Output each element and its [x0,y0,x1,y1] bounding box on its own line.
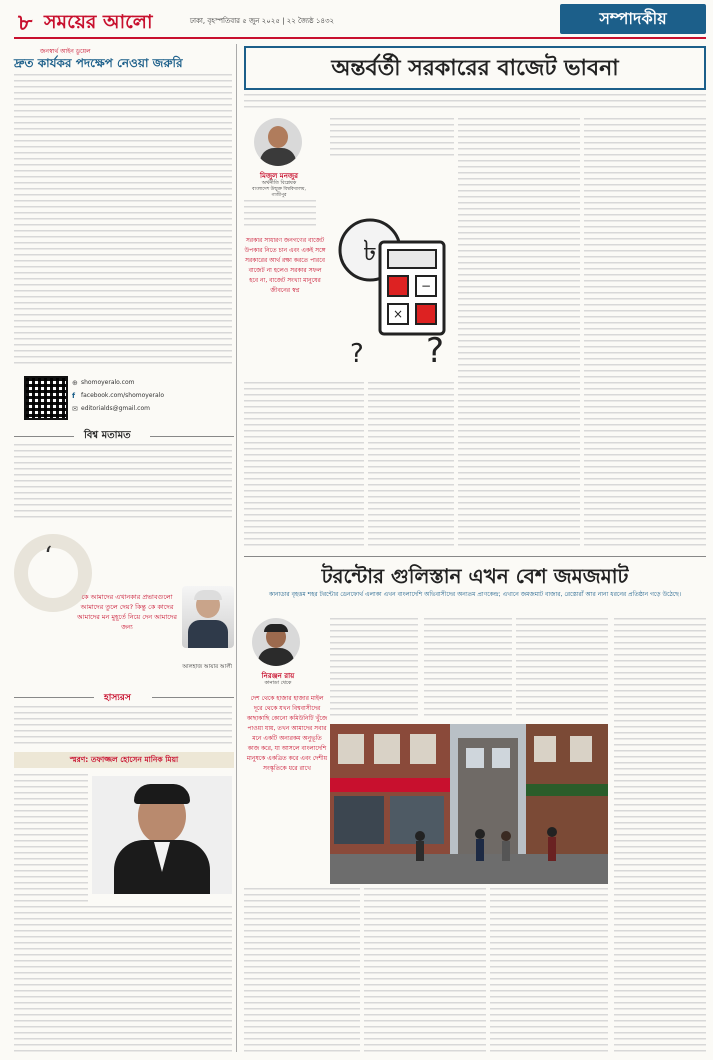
toronto-col-4 [614,618,706,1054]
contact-facebook[interactable]: facebook.com/shomoyeralo [81,392,164,399]
toronto-author-photo [252,618,300,666]
budget-bottom-col-1 [244,382,364,550]
quote-attribution: আলহাজ আয়ার আলী [182,664,232,670]
editorial-body [14,74,232,364]
budget-bottom-col-3 [458,382,580,550]
toronto-col-1 [330,618,418,720]
svg-text:?: ? [350,339,364,369]
budget-author-name: মিজুল মনজুর [260,172,298,180]
budget-author-affiliation: বাংলাদেশ উন্মুক্ত বিশ্ববিদ্যালয়, গাজীপুর [252,187,306,198]
paper-logo: সময়ের আলো [44,11,153,33]
memorial-body-bottom [14,906,232,1054]
left-column-divider [236,44,237,1052]
mail-icon: ✉ [72,405,78,413]
section-banner [560,4,706,34]
memorial-title: স্মরণ: তফাজ্জল হোসেন মানিক মিয়া [69,755,179,764]
budget-col-3 [458,118,580,378]
budget-author-title: অর্থনীতি বিশ্লেষক [261,180,297,186]
globe-icon: ⊕ [72,379,78,387]
memorial-banner [14,752,234,768]
masthead [0,0,713,46]
toronto-bottom-col-2 [364,888,486,1054]
toronto-deck: কানাডার বৃহত্তম শহর টরন্টোর ডেনফোর্থ এলাকা এখন বাংলাদেশি অভিবাসীদের অন্যতম প্রাণকেন্দ্র; এখানে জমজমাট বাজার, রেস্তোরাঁ আর নানা ধরনের প্রতিষ্ঠান গড়ে উঠেছে। [269,591,681,598]
budget-illustration [330,172,454,372]
toronto-col-3 [516,618,608,720]
toronto-street-photo [330,724,608,884]
toronto-top-rule [244,556,706,557]
toronto-headline: টরন্টোর গুলিস্তান এখন বেশ জমজমাট [321,564,629,588]
memorial-portrait [92,776,232,894]
editorial-headline: দ্রুত কার্যকর পদক্ষেপ নেওয়া জরুরি [14,56,183,70]
budget-author-photo [254,118,302,166]
budget-bottom-col-2 [368,382,454,550]
world-opinion-rule-left [14,436,74,437]
toronto-author-title: কানাডা থেকে [264,680,292,686]
toronto-pull-quote: দেশ থেকে হাজার হাজার মাইল দূরে থেকে যখন বিশ্ববাসীদের কাছাকাছি কোনো কমিউনিটি খুঁজে পাওয়া যায়, তখন আমাদের সবার মনে একটি অন্যরকম অনুভূতি কাজ করে, যা আসলে বাংলাদেশি মানুষকে একত্রিত করে এবং দেশীয় সংস্কৃতিকে ধরে রাখে [246,695,328,772]
contact-email[interactable]: editorialds@gmail.com [81,405,150,412]
humor-rule-right [152,697,234,698]
contact-website[interactable]: shomoyeralo.com [81,379,135,386]
budget-col-1-top [244,200,316,230]
budget-intro [244,94,706,112]
toronto-bottom-col-3 [490,888,608,1054]
budget-col-2 [330,118,454,160]
qr-code [24,376,68,420]
world-opinion-rule-right [150,436,234,437]
quote-portrait [182,586,234,648]
svg-text:×: × [392,307,404,321]
svg-text:?: ? [426,331,445,371]
world-opinion-body [14,444,232,522]
masthead-rule [14,37,706,39]
humor-body [14,706,232,748]
budget-headline-box [244,46,706,90]
date-line: ঢাকা, বৃহস্পতিবার ৫ জুন ২০২৫ | ২২ জ্যৈষ্ঠ ১৪৩২ [190,17,335,25]
calculator-coin-illustration [330,172,454,372]
facebook-icon: f [72,392,76,400]
budget-pull-quote: সরকার সাধারণ জনগণের বাজেট উপকার নিতে চান এবং একই সঙ্গে সরকারের আর্থ রক্ষা করতে পারবে বাজেট না হলেও সরকার সফল হবে না, বাজেট সংখ্যা মানুষের জীবনের স্বপ্ন [244,237,326,294]
page-number: ৮ [18,10,33,36]
budget-headline: অন্তর্বর্তী সরকারের বাজেট ভাবনা [331,55,619,81]
section-title: সম্পাদকীয় [599,9,667,28]
humor-rule-left [14,697,94,698]
toronto-col-2 [424,618,512,720]
toronto-author-name: নিরঞ্জন রায় [261,672,295,680]
editorial-kicker: জনস্বার্থ আইন ডুয়েল [40,48,91,55]
quote-mark-icon: ‘ [44,542,53,572]
memorial-body-left [14,774,88,904]
world-opinion-title: বিশ্ব মতামত [84,430,131,441]
svg-text:৳: ৳ [363,234,377,267]
svg-text:−: − [420,279,432,293]
quote-text: কে আমাদের এখানকার প্রভাবগুলো আমাদের তুলে দেয়? কিন্তু কে কাদের আমাদের মন মুহূর্তে নিয়ে দেন আমাদের জন্য [77,593,177,631]
budget-col-4 [584,118,706,550]
humor-title: হাস্যরস [104,693,131,703]
quote-box [14,534,234,684]
toronto-bottom-col-1 [244,888,360,1054]
street-scene-illustration [330,724,608,884]
